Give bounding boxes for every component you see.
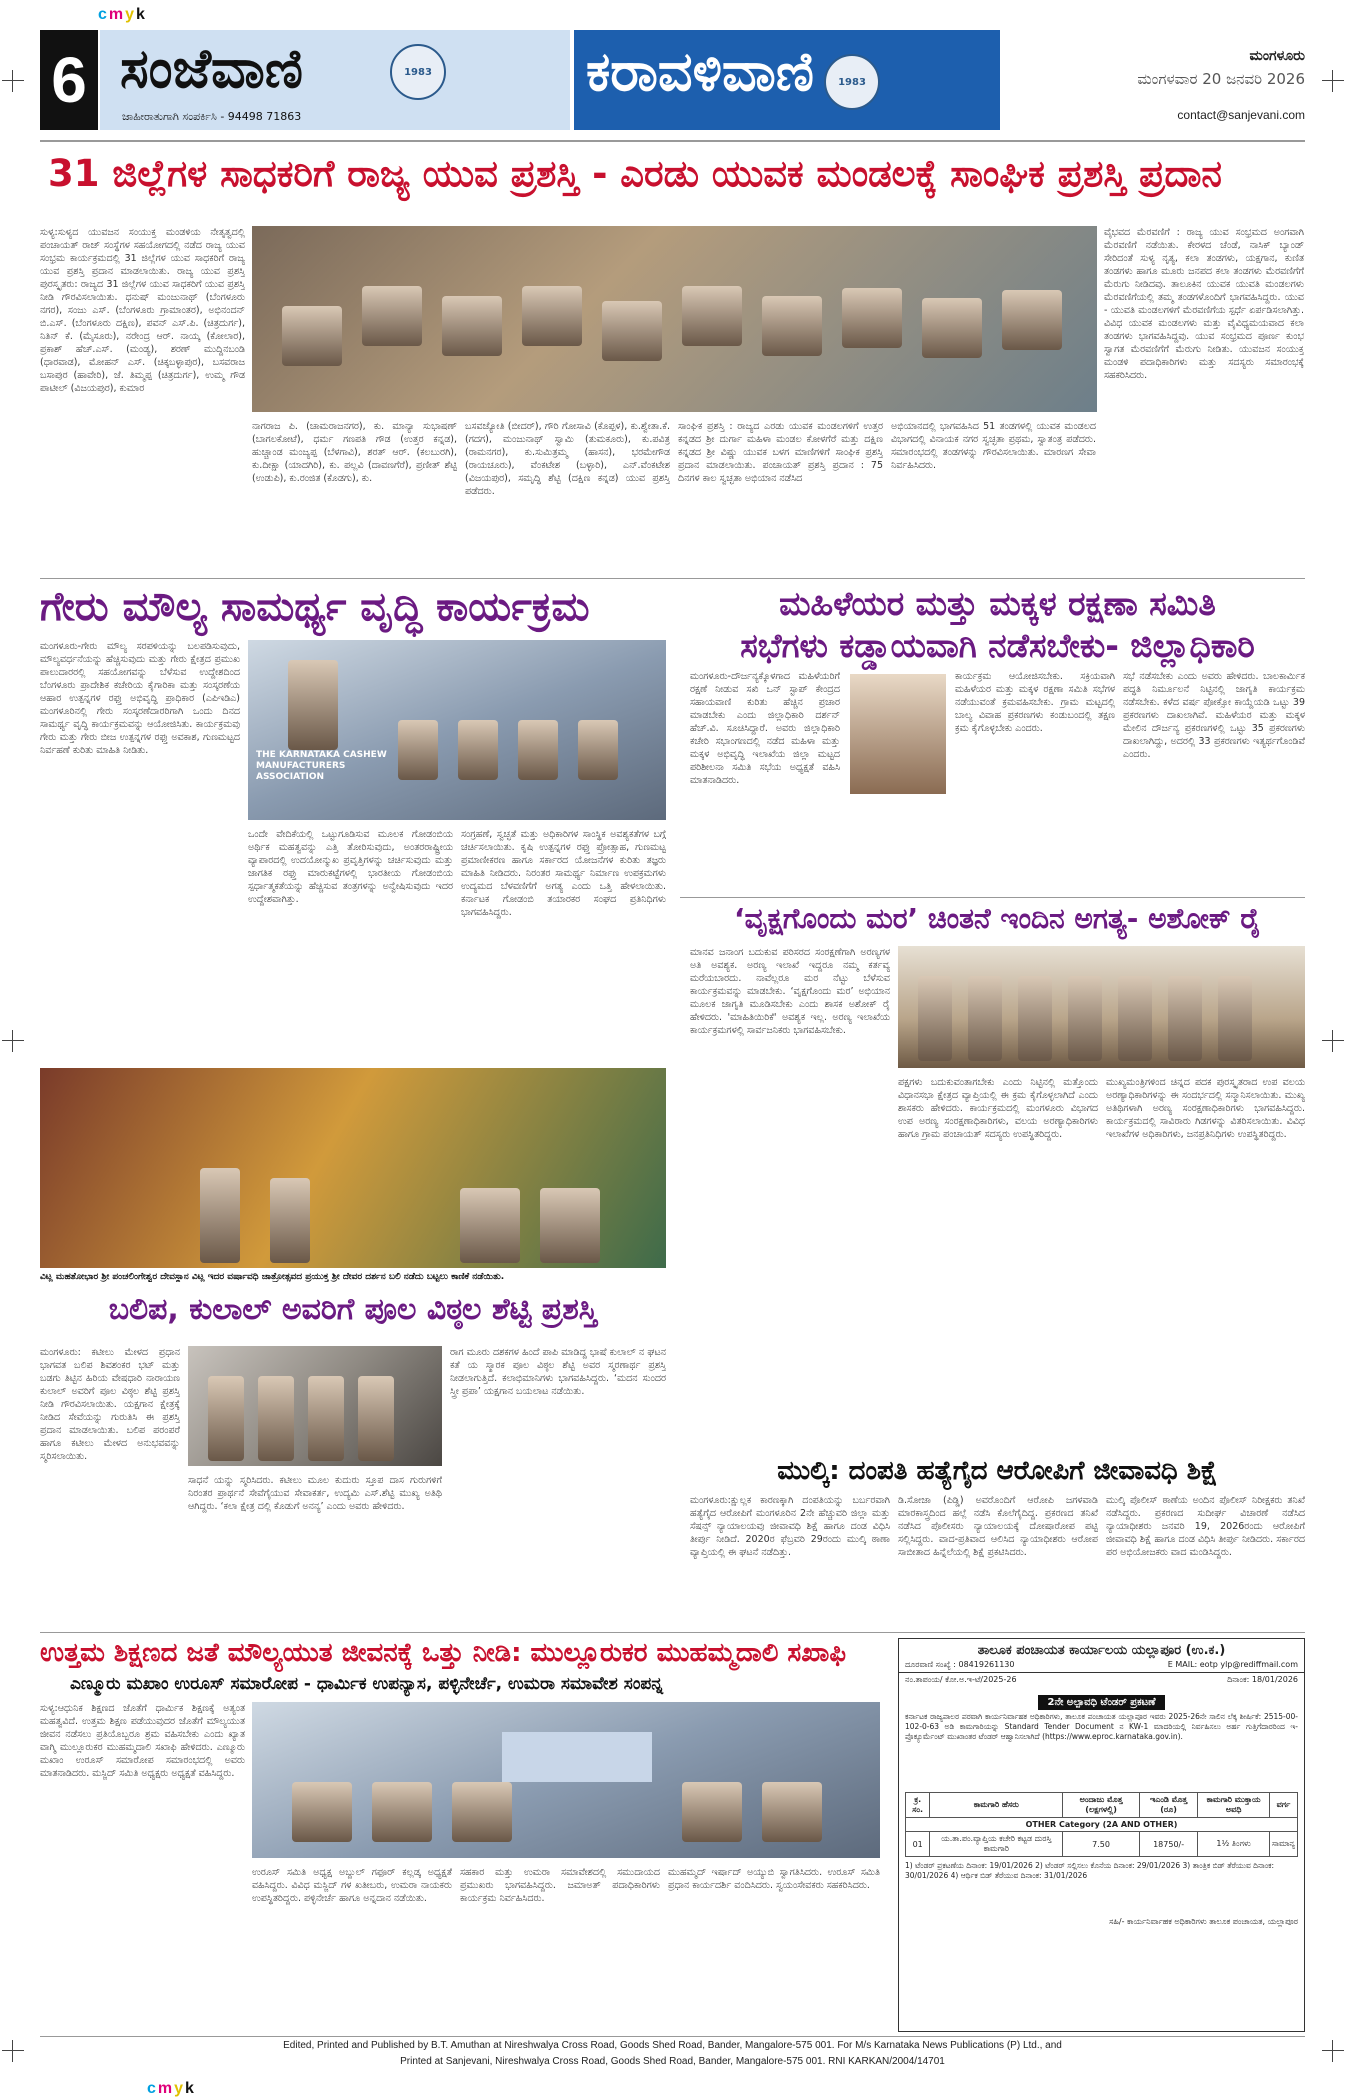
edition-city: ಮಂಗಳೂರು (1249, 48, 1305, 64)
masthead-divider (40, 140, 1305, 142)
story2-body-b: ಒಂದೇ ವೇದಿಕೆಯಲ್ಲಿ ಒಟ್ಟುಗೂಡಿಸುವ ಮೂಲಕ ಗೋಡಂಬಿಯ ಅರ್ಥಿಕ ಮಹತ್ವವನ್ನು ಎತ್ತಿ ತೋರಿಸುವುದು, ಅಂತರರಾಷ್ಟ್ರೀಯ ವ್ಯಾಪಾರದಲ್ಲಿ ಉದಯೋನ್ಮುಖ ಪ್ರವೃತ್ತಿಗಳನ್ನು ಚರ್ಚಿಸುವುದು ಮತ್ತು ಜಾಗತಿಕ ರಫ್ತು ಮಾರುಕಟ್ಟೆಗಳಲ್ಲಿ ಭಾರತೀಯ ಗೋಡಂಬಿಯ ಸ್ಪರ್ಧಾತ್ಮಕತೆಯನ್ನು ಹೆಚ್ಚಿಸುವ ತಂತ್ರಗಳನ್ನು ಅನ್ವೇಷಿಸುವುದು ಇದರ ಉದ್ದೇಶವಾಗಿತ್ತು. (248, 829, 453, 905)
tender-table (905, 1792, 1298, 1857)
story1-headline: 31 ಜಿಲ್ಲೆಗಳ ಸಾಧಕರಿಗೆ ರಾಜ್ಯ ಯುವ ಪ್ರಶಸ್ತಿ - ಎರಡು ಯುವಕ ಮಂಡಲಕ್ಕೆ ಸಾಂಘಿಕ ಪ್ರಶಸ್ತಿ ಪ್ರದಾನ (48, 152, 1222, 195)
tender-header: ಕ್ರ. ಸಂ. (906, 1793, 930, 1818)
district-commissioner-portrait (850, 674, 946, 794)
section-divider (680, 897, 1305, 898)
registration-mark-icon (1322, 1030, 1344, 1052)
story3-headline-line1: ಮಹಿಳೆಯರ ಮತ್ತು ಮಕ್ಕಳ ರಕ್ಷಣಾ ಸಮಿತಿ (779, 584, 1216, 623)
tender-date: ದಿನಾಂಕ: 18/01/2026 (1227, 1675, 1298, 1684)
masthead-info (1005, 30, 1305, 130)
story3-body-c: ಸಭೆ ನಡೆಸಬೇಕು ಎಂದು ಅವರು ಹೇಳಿದರು. ಬಾಲಕಾರ್ಮಿಕ ಪದ್ಧತಿ ನಿರ್ಮೂಲನೆ ನಿಟ್ಟಿನಲ್ಲಿ ಜಾಗೃತಿ ಕಾರ್ಯಕ್ರಮ ನಡೆಸಬೇಕು. ಕಳೆದ ವರ್ಷ ಪೋಕ್ಸೋ ಕಾಯ್ದೆಯಡಿ ಒಟ್ಟು 39 ಪ್ರಕರಣಗಳು ದಾಖಲಾಗಿವೆ. ಮಹಿಳೆಯರ ಮತ್ತು ಮಕ್ಕಳ ಮೇಲಿನ ದೌರ್ಜನ್ಯ ಪ್ರಕರಣಗಳಲ್ಲಿ ಒಟ್ಟು 35 ಪ್ರಕರಣಗಳು ದಾಖಲಾಗಿದ್ದು, ಅದರಲ್ಲಿ 33 ಪ್ರಕರಣಗಳು ಇತ್ಯರ್ಥಗೊಂಡಿವೆ ಎಂದರು. (1123, 671, 1305, 760)
story7-headline: ಉತ್ತಮ ಶಿಕ್ಷಣದ ಜತೆ ಮೌಲ್ಯಯುತ ಜೀವನಕ್ಕೆ ಒತ್ತು ನೀಡಿ: ಮುಲ್ಲೂರುಕರ ಮುಹಮ್ಮದಾಲಿ ಸಖಾಫಿ (40, 1638, 847, 1668)
story5-body-a: ಮಂಗಳೂರು: ಕಟೀಲು ಮೇಳದ ಪ್ರಧಾನ ಭಾಗವತ ಬಲಿಪ ಶಿವಶಂಕರ ಭಟ್ ಮತ್ತು ಬಡಗು ತಿಟ್ಟಿನ ಹಿರಿಯ ವೇಷಧಾರಿ ನಾರಾಯಣ ಕುಲಾಲ್ ಅವರಿಗೆ ಪೂಲ ವಿಠ್ಠಲ ಶೆಟ್ಟಿ ಪ್ರಶಸ್ತಿ ನೀಡಿ ಗೌರವಿಸಲಾಯಿತು. ಯಕ್ಷಗಾನ ಕ್ಷೇತ್ರಕ್ಕೆ ನೀಡಿದ ಸೇವೆಯನ್ನು ಗುರುತಿಸಿ ಈ ಪ್ರಶಸ್ತಿ ಪ್ರದಾನ ಮಾಡಲಾಯಿತು. ಬಲಿಪ ಪರಂಪರೆ ಹಾಗೂ ಕಟೀಲು ಮೇಳದ ಅನುಭವವನ್ನು ಸ್ಮರಿಸಲಾಯಿತು. (40, 1347, 180, 1462)
story6-body-c: ಮುಲ್ಕಿ ಪೊಲೀಸ್ ಠಾಣೆಯ ಅಂದಿನ ಪೊಲೀಸ್ ನಿರೀಕ್ಷಕರು ತನಿಖೆ ನಡೆಸಿದ್ದರು. ಪ್ರಕರಣದ ಸುದೀರ್ಘ ವಿಚಾರಣೆ ನಡೆಸಿದ ನ್ಯಾಯಾಧೀಶರು ಜನವರಿ 19, 2026ರಂದು ಆರೋಪಿಗೆ ಜೀವಾವಧಿ ಶಿಕ್ಷೆ ಹಾಗೂ ದಂಡ ವಿಧಿಸಿ ತೀರ್ಪು ನೀಡಿದರು. ಸರ್ಕಾರದ ಪರ ಅಭಿಯೋಜಕರು ವಾದ ಮಂಡಿಸಿದ್ದರು. (1106, 1495, 1305, 1558)
story7-subhead: ಎಣ್ಮೂರು ಮಖಾಂ ಉರೂಸ್ ಸಮಾರೋಪ - ಧಾರ್ಮಿಕ ಉಪನ್ಯಾಸ, ಪಳ್ಳಿನೇರ್ಚೆ, ಉಮರಾ ಸಮಾವೇಶ ಸಂಪನ್ನ (70, 1674, 663, 1694)
story4-headline: ‘ವೃಕ್ಷಗೊಂದು ಮರ’ ಚಿಂತನೆ ಇಂದಿನ ಅಗತ್ಯ- ಅಶೋಕ್ ರೈ (733, 902, 1262, 935)
temple-photo-caption: ವಿಟ್ಲ ಮಹತೋಭಾರ ಶ್ರೀ ಪಂಚಲಿಂಗೇಶ್ವರ ದೇವಸ್ಥಾನ ವಿಟ್ಲ ಇದರ ವರ್ಷಾವಧಿ ಜಾತ್ರೋತ್ಸವದ ಪ್ರಯುಕ್ತ ಶ್ರೀ ದೇವರ ದರ್ಶನ ಬಲಿ ನಡೆದು ಬಟ್ಟಲು ಕಾಣಿಕೆ ನಡೆಯಿತು. (40, 1272, 505, 1282)
story5-photo-award (188, 1346, 442, 1466)
story7-body-d: ಮುಹಮ್ಮದ್ ಇರ್ಷಾದ್ ಅಯ್ಯುಬಿ ಸ್ವಾಗತಿಸಿದರು. ಉರೂಸ್ ಸಮಿತಿ ಪ್ರಧಾನ ಕಾರ್ಯದರ್ಶಿ ವಂದಿಸಿದರು. ಸ್ವಯಂಸೇವಕರು ಸಹಕರಿಸಿದರು. (668, 1867, 880, 1891)
stage-banner (502, 1732, 652, 1782)
story4-body-a: ಮಾನವ ಜನಾಂಗ ಬದುಕುವ ಪರಿಸರದ ಸಂರಕ್ಷಣೆಗಾಗಿ ಅರಣ್ಯಗಳ ಅತಿ ಅವಶ್ಯಕ. ಅರಣ್ಯ ಇಲಾಖೆ ಇದ್ದರೂ ನಮ್ಮ ಕರ್ತವ್ಯ ಮರೆಯಬಾರದು. ನಾವೆಲ್ಲರೂ ಮರ ನೆಟ್ಟು ಬೆಳೆಸುವ ಕಾರ್ಯಕ್ರಮವನ್ನು ಮಾಡಬೇಕು. ‘ವೃಕ್ಷಗೊಂದು ಮರ’ ಅಭಿಯಾನ ಮೂಲಕ ಜಾಗೃತಿ ಮೂಡಿಸಬೇಕು ಎಂದು ಶಾಸಕ ಅಶೋಕ್ ರೈ ಹೇಳಿದರು. 'ಮಾಹಿತಿಯಿರಿಕೆ' ಅವಶ್ಯಕ ಇಲ್ಲ. ಅರಣ್ಯ ಇಲಾಖೆಯ ಕಾರ್ಯಕ್ರಮಗಳಲ್ಲಿ ಸಾರ್ವಜನಿಕರು ಭಾಗವಹಿಸಬೇಕು. (690, 947, 890, 1036)
tender-notice (898, 1638, 1305, 2032)
tender-category: OTHER Category (2A AND OTHER) (906, 1818, 1298, 1832)
imprint-line-2: Printed at Sanjevani, Nireshwalya Cross Road, Goods Shed Road, Bander, Mangalore-575 001. RNI KARKAN/2004/14701 (400, 2056, 945, 2067)
story1-body-right: ವೈಭವದ ಮೆರವಣಿಗೆ : ರಾಜ್ಯ ಯುವ ಸಂಭ್ರಮದ ಅಂಗವಾಗಿ ಮೆರವಣಿಗೆ ನಡೆಯಿತು. ಕೇರಳದ ಚೆಂಡೆ, ನಾಸಿಕ್ ಬ್ಯಾಂಡ್ ಸೇರಿದಂತೆ ಸುಳ್ಯ ನೃತ್ಯ, ಕಲಾ ತಂಡಗಳು, ಯಕ್ಷಗಾನ, ಕುಣಿತ ತಂಡಗಳು ಹಾಗೂ ಮೂರು ಜನಪದ ಕಲಾ ತಂಡಗಳು ಮೆರವಣಿಗೆಗೆ ಮೆರುಗು ನೀಡಿದವು. ತಾಲೂಕಿನ ಯುವಕ ಯುವತಿ ಮಂಡಲಗಳು ಮೆರವಣಿಗೆಯಲ್ಲಿ ತಮ್ಮ ತಂಡಗಳೊಂದಿಗೆ ಭಾಗವಹಿಸಿದ್ದರು. ಯುವ - ಯುವತಿ ಮಂಡಲಗಳಿಗೆ ಮೆರವಣಿಗೆಯ ಸ್ಪರ್ಧೆ ಏರ್ಪಡಿಸಲಾಗಿತ್ತು. ವಿವಿಧ ಯುವಕ ಮಂಡಲಗಳು ಮತ್ತು ವೈವಿಧ್ಯಮಯವಾದ ಕಲಾ ತಂಡಗಳು ಭಾಗವಹಿಸಿದ್ದವು. ಯುವ ಸಂಭ್ರಮದ ಪೂರ್ಣ ಕುಂಭ ಸ್ವಾಗತ ಮೆರವಣಿಗೆಗೆ ಮೆರುಗು ನೀಡಿತು. ಯುವಜನ ಸಂಯುಕ್ತ ಮಂಡಳಿ ಪದಾಧಿಕಾರಿಗಳು ಮತ್ತು ಸದಸ್ಯರು ಸಮಾರಂಭಕ್ಕೆ ಸಹಕರಿಸಿದರು. (1104, 227, 1304, 381)
registration-mark-icon (1322, 2040, 1344, 2062)
tender-body: ಕರ್ನಾಟಕ ರಾಜ್ಯಪಾಲರ ಪರವಾಗಿ ಕಾರ್ಯನಿರ್ವಾಹಕ ಅಧಿಕಾರಿಗಳು, ತಾಲೂಕ ಪಂಚಾಯತ ಯಲ್ಲಾಪೂರ ಇವರು 2025-26ನೇ ಸಾಲಿನ ಲೆಕ್ಕ ಶೀರ್ಷಿಕೆ: 2515-00-102-0-63 ಅಡಿ ಕಾಮಗಾರಿಯನ್ನು Standard Tender Document ನ KW-1 ಮಾದರಿಯಲ್ಲಿ ನಿರ್ವಹಿಸಲು ಅರ್ಹ ಗುತ್ತಿಗೆದಾರರಿಂದ ಇ-ಪ್ರೊಕ್ಯೂರ್ಮೆಂಟ್ ಮುಖಾಂತರ ಟೆಂಡರ್ ಆಹ್ವಾನಿಸಲಾಗಿದೆ (https://www.eproc.karnataka.gov.in). (905, 1712, 1298, 1741)
section-divider (40, 578, 1305, 579)
masthead-sanjevani (100, 30, 570, 130)
story5-body-c: ರಾಗ ಮೂರು ದಶಕಗಳ ಹಿಂದೆ ಪಾಪಿ ಮಾಡಿದ್ದ ಭಾಷೆ ಕುಲಾಲ್ ನ ಘಟನ ಕತೆ ಯ ಸ್ಮಾರಕ ಪೂಲ ವಿಠ್ಠಲ ಶೆಟ್ಟಿ ಅವರ ಸ್ಮರಣಾರ್ಥ ಪ್ರಶಸ್ತಿ ನೀಡಲಾಗುತ್ತಿದೆ. ಕಲಾಭಿಮಾನಿಗಳು ಭಾಗವಹಿಸಿದ್ದರು. ‘ಮದನ ಸುಂದರ ಸ್ತ್ರೀ ಪ್ರಪಾ’ ಯಕ್ಷಗಾನ ಬಯಲಾಟ ನಡೆಯಿತು. (450, 1347, 666, 1397)
registration-mark-icon (2, 1030, 24, 1052)
story2-photo-cashew-program (248, 640, 666, 820)
story3-body-a: ಮಂಗಳೂರು-ದೌರ್ಜನ್ಯಕ್ಕೊಳಗಾದ ಮಹಿಳೆಯರಿಗೆ ರಕ್ಷಣೆ ನೀಡುವ ಸಖಿ ಒನ್ ಸ್ಟಾಪ್ ಕೇಂದ್ರದ ಸಹಾಯವಾಣಿ ಕುರಿತು ಹೆಚ್ಚಿನ ಪ್ರಚಾರ ಮಾಡಬೇಕು ಎಂದು ಜಿಲ್ಲಾಧಿಕಾರಿ ದರ್ಶನ್ ಹೆಚ್.ವಿ. ಸೂಚಿಸಿದ್ದಾರೆ. ಅವರು ಜಿಲ್ಲಾಧಿಕಾರಿ ಕಚೇರಿ ಸಭಾಂಗಣದಲ್ಲಿ ನಡೆದ ಮಹಿಳಾ ಮತ್ತು ಮಕ್ಕಳ ಅಭಿವೃದ್ಧಿ ಇಲಾಖೆಯ ಜಿಲ್ಲಾ ಮಟ್ಟದ ಪರಿಶೀಲನಾ ಸಮಿತಿ ಸಭೆಯ ಅಧ್ಯಕ್ಷತೆ ವಹಿಸಿ ಮಾತನಾಡಿದರು. (690, 671, 840, 786)
tender-title: 2ನೇ ಅಲ್ಪಾವಧಿ ಟೆಂಡರ್ ಪ್ರಕಟಣೆ (1038, 1695, 1166, 1710)
story2-headline: ಗೇರು ಮೌಲ್ಯ ಸಾಮರ್ಥ್ಯ ವೃದ್ಧಿ ಕಾರ್ಯಕ್ರಮ (40, 584, 590, 630)
tender-header: ಕಾಮಗಾರಿ ಹೆಸರು (930, 1793, 1063, 1818)
tender-header: ವರ್ಗ (1269, 1793, 1297, 1818)
tender-header: ಅಂದಾಜು ಮೊತ್ತ (ಲಕ್ಷಗಳಲ್ಲಿ) (1063, 1793, 1140, 1818)
tender-ref: ನಂ.ತಾಪಂಯ/ ಕೋ.ಅ.ಇ-ಟೆ/2025-26 (905, 1675, 1017, 1684)
masthead-karavalivani (574, 30, 1000, 130)
story3-body-b: ಕಾರ್ಯಕ್ರಮ ಆಯೋಜಿಸಬೇಕು. ಸಕ್ರಿಯವಾಗಿ ಮಹಿಳೆಯರ ಮತ್ತು ಮಕ್ಕಳ ರಕ್ಷಣಾ ಸಮಿತಿ ಸಭೆಗಳ ನಡೆಯುವಂತೆ ಕ್ರಮವಹಿಸಬೇಕು. ಗ್ರಾಮ ಮಟ್ಟದಲ್ಲಿ ಬಾಲ್ಯ ವಿವಾಹ ಪ್ರಕರಣಗಳು ಕಂಡುಬಂದಲ್ಲಿ ತಕ್ಷಣ ಕ್ರಮ ಕೈಗೊಳ್ಳಬೇಕು ಎಂದರು. (955, 671, 1115, 734)
edition-date: ಮಂಗಳವಾರ 20 ಜನವರಿ 2026 (1137, 70, 1305, 88)
print-color-marks-bottom: cmyk (147, 2080, 196, 2097)
masthead-title-left: ಸಂಜೆವಾಣಿ (120, 36, 304, 100)
footer-divider (40, 2036, 1305, 2037)
story1-body-left: ಸುಳ್ಯ:ಸುಳ್ಯದ ಯುವಜನ ಸಂಯುಕ್ತ ಮಂಡಳಿಯ ನೇತೃತ್ವದಲ್ಲಿ ಪಂಚಾಯತ್ ರಾಜ್ ಸಂಸ್ಥೆಗಳ ಸಹಯೋಗದಲ್ಲಿ ನಡೆದ ರಾಜ್ಯ ಯುವ ಸಂಭ್ರಮ ಕಾರ್ಯಕ್ರಮದಲ್ಲಿ 31 ಜಿಲ್ಲೆಗಳ ಯುವ ಸಾಧಕರಿಗೆ ರಾಜ್ಯ ಯುವ ಪ್ರಶಸ್ತಿ ಪ್ರದಾನ ಮಾಡಲಾಯಿತು. ರಾಜ್ಯ ಯುವ ಪ್ರಶಸ್ತಿ ಪುರಸ್ಕೃತರು: ರಾಜ್ಯದ 31 ಜಿಲ್ಲೆಗಳ ಯುವ ಸಾಧಕರಿಗೆ ಯುವ ಪ್ರಶಸ್ತಿ ನೀಡಿ ಗೌರವಿಸಲಾಯಿತು. ಧನುಷ್ ಮಂಜುನಾಥ್ (ಬೆಂಗಳೂರು ನಗರ), ಸಂಜು ಎಸ್. (ಬೆಂಗಳೂರು ಗ್ರಾಮಾಂತರ), ಅಭಿನಂದನ್ ಬಿ.ಎಸ್. (ಬೆಂಗಳೂರು ದಕ್ಷಿಣ), ಪವನ್ ಎಸ್.ಪಿ. (ಚಿತ್ರದುರ್ಗ), ನಿತಿನ್ ಕೆ. (ಮೈಸೂರು), ನರೇಂದ್ರ ಆರ್. ನಾಯ್ಕ (ಕೋಲಾರ), ಪ್ರಕಾಶ್ ಹೆಚ್.ಎಸ್. (ಮಂಡ್ಯ), ಶರಣ್ ಮುದ್ದಿನಬಂಡಿ (ಧಾರವಾಡ), ಮೋಹನ್ ಎಸ್. (ಚಿಕ್ಕಬಳ್ಳಾಪುರ), ಬಸವರಾಜ ಬಸಾಪುರ (ಹಾವೇರಿ), ಜೆ. ತಿಮ್ಮಪ್ಪ (ಚಿತ್ರದುರ್ಗ), ಉಮ್ಮ ಗೌಡ ಪಾಟೀಲ್ (ವಿಜಯಪುರ), ಕುಮಾರ (40, 227, 245, 394)
tender-header: ಇಎಂಡಿ ಮೊತ್ತ (ರೂ) (1139, 1793, 1197, 1818)
tender-email: E MAIL: eotp ylp@rediffmail.com (1167, 1660, 1298, 1669)
story6-body-b: ಡಿ.ಸೋಜಾ (ಪಿಡ್ಡಿ) ಅವರೊಂದಿಗೆ ಆರೋಪಿ ಜಗಳವಾಡಿ ಮಾರಕಾಸ್ತ್ರದಿಂದ ಹಲ್ಲೆ ನಡೆಸಿ ಕೊಲೆಗೈದಿದ್ದ. ಪ್ರಕರಣದ ತನಿಖೆ ನಡೆಸಿದ ಪೊಲೀಸರು ನ್ಯಾಯಾಲಯಕ್ಕೆ ದೋಷಾರೋಪ ಪಟ್ಟಿ ಸಲ್ಲಿಸಿದ್ದರು. ವಾದ-ಪ್ರತಿವಾದ ಆಲಿಸಿದ ನ್ಯಾಯಾಧೀಶರು ಆರೋಪ ಸಾಬೀತಾದ ಹಿನ್ನೆಲೆಯಲ್ಲಿ ಶಿಕ್ಷೆ ಪ್ರಕಟಿಸಿದರು. (898, 1495, 1098, 1558)
story7-body-c: ಸಹಕಾರ ಮತ್ತು ಉಮರಾ ಸಮಾವೇಶದಲ್ಲಿ ಸಮುದಾಯದ ಪ್ರಮುಖರು ಭಾಗವಹಿಸಿದ್ದರು. ಜಮಾಅತ್ ಪದಾಧಿಕಾರಿಗಳು ಕಾರ್ಯಕ್ರಮ ನಿರ್ವಹಿಸಿದರು. (460, 1867, 660, 1904)
story4-body-c: ಮುಖ್ಯಮಂತ್ರಿಗಳಿಂದ ಚಿನ್ನದ ಪದಕ ಪುರಸ್ಕೃತರಾದ ಉಪ ವಲಯ ಅರಣ್ಯಾಧಿಕಾರಿಗಳನ್ನು ಈ ಸಂದರ್ಭದಲ್ಲಿ ಸನ್ಮಾನಿಸಲಾಯಿತು. ಮುಖ್ಯ ಅತಿಥಿಗಳಾಗಿ ಅರಣ್ಯ ಸಂರಕ್ಷಣಾಧಿಕಾರಿಗಳು ಭಾಗವಹಿಸಿದ್ದರು. ಕಾರ್ಯಕ್ರಮದಲ್ಲಿ ಸಾವಿರಾರು ಗಿಡಗಳನ್ನು ವಿತರಿಸಲಾಯಿತು. ವಿವಿಧ ಇಲಾಖೆಗಳ ಅಧಿಕಾರಿಗಳು, ಜನಪ್ರತಿನಿಧಿಗಳು ಉಪಸ್ಥಿತರಿದ್ದರು. (1106, 1077, 1305, 1140)
story4-body-b: ಪಕ್ಷಗಳು ಬದುಕುವಂತಾಗಬೇಕು ಎಂದು ನಿಟ್ಟಿನಲ್ಲಿ ಮತ್ತೊಂದು ವಿಧಾನಸಭಾ ಕ್ಷೇತ್ರದ ವ್ಯಾಪ್ತಿಯಲ್ಲಿ ಈ ಕ್ರಮ ಕೈಗೊಳ್ಳಲಾಗಿದೆ ಎಂದು ಶಾಸಕರು ಹೇಳಿದರು. ಕಾರ್ಯಕ್ರಮದಲ್ಲಿ ಮಂಗಳೂರು ವಿಭಾಗದ ಉಪ ಅರಣ್ಯ ಸಂರಕ್ಷಣಾಧಿಕಾರಿಗಳು, ವಲಯ ಅರಣ್ಯಾಧಿಕಾರಿಗಳು ಹಾಗೂ ಗ್ರಾಮ ಪಂಚಾಯತ್ ಸದಸ್ಯರು ಉಪಸ್ಥಿತರಿದ್ದರು. (898, 1077, 1098, 1140)
temple-festival-photo (40, 1068, 666, 1268)
story2-body-c: ಸಂಗ್ರಹಣೆ, ಸ್ವಚ್ಛತೆ ಮತ್ತು ಅಧಿಕಾರಿಗಳ ಸಾಂಸ್ಥಿಕ ಅವಶ್ಯಕತೆಗಳ ಬಗ್ಗೆ ಚರ್ಚಿಸಲಾಯಿತು. ಕೃಷಿ ಉತ್ಪನ್ನಗಳ ರಫ್ತು ಪ್ರೋತ್ಸಾಹ, ಗುಣಮಟ್ಟ ಪ್ರಮಾಣೀಕರಣ ಹಾಗೂ ಸರ್ಕಾರದ ಯೋಜನೆಗಳ ಕುರಿತು ತಜ್ಞರು ಮಾಹಿತಿ ನೀಡಿದರು. ನಿರಂತರ ಸಾಮರ್ಥ್ಯ ನಿರ್ಮಾಣ ಉಪಕ್ರಮಗಳು ಉದ್ಯಮದ ಬೆಳವಣಿಗೆಗೆ ಅಗತ್ಯ ಎಂದು ಒತ್ತಿ ಹೇಳಲಾಯಿತು. ಕರ್ನಾಟಕ ಗೋಡಂಬಿ ತಯಾರಕರ ಸಂಘದ ಪ್ರತಿನಿಧಿಗಳು ಭಾಗವಹಿಸಿದ್ದರು. (461, 829, 666, 918)
story1-photo-award-winners (252, 226, 1097, 412)
registration-mark-icon (2, 70, 24, 92)
section-divider (40, 1632, 1305, 1633)
tender-header: ಕಾಮಗಾರಿ ಮುಕ್ತಾಯ ಅವಧಿ (1198, 1793, 1270, 1818)
story7-body-b: ಉರೂಸ್ ಸಮಿತಿ ಅಧ್ಯಕ್ಷ ಅಬ್ದುಲ್ ಗಫೂರ್ ಕಲ್ಲಡ್ಕ ಅಧ್ಯಕ್ಷತೆ ವಹಿಸಿದ್ದರು. ವಿವಿಧ ಮಸ್ಜಿದ್ ಗಳ ಖತೀಬರು, ಉಮರಾ ನಾಯಕರು ಉಪಸ್ಥಿತರಿದ್ದರು. ಪಳ್ಳಿನೇರ್ಚೆ ಹಾಗೂ ಅನ್ನದಾನ ನಡೆಯಿತು. (252, 1867, 452, 1904)
story6-body-a: ಮಂಗಳೂರು:ಕ್ಷುಲ್ಲಕ ಕಾರಣಕ್ಕಾಗಿ ದಂಪತಿಯನ್ನು ಬರ್ಬರವಾಗಿ ಹತ್ಯೆಗೈದ ಆರೋಪಿಗೆ ಮಂಗಳೂರಿನ 2ನೇ ಹೆಚ್ಚುವರಿ ಜಿಲ್ಲಾ ಮತ್ತು ಸೆಷನ್ಸ್ ನ್ಯಾಯಾಲಯವು ಜೀವಾವಧಿ ಶಿಕ್ಷೆ ಹಾಗೂ ದಂಡ ವಿಧಿಸಿ ತೀರ್ಪು ನೀಡಿದೆ. 2020ರ ಫೆಬ್ರವರಿ 29ರಂದು ಮುಲ್ಕಿ ಠಾಣಾ ವ್ಯಾಪ್ತಿಯಲ್ಲಿ ಈ ಘಟನೆ ನಡೆದಿತ್ತು. (690, 1495, 890, 1558)
story7-body-a: ಸುಳ್ಯ:ಆಧುನಿಕ ಶಿಕ್ಷಣದ ಜೊತೆಗೆ ಧಾರ್ಮಿಕ ಶಿಕ್ಷಣಕ್ಕೆ ಅತ್ಯಂತ ಮಹತ್ವವಿದೆ. ಉತ್ತಮ ಶಿಕ್ಷಣ ಪಡೆಯುವುದರ ಜೊತೆಗೆ ಮೌಲ್ಯಯುತ ಜೀವನ ನಡೆಸಲು ಪ್ರತಿಯೊಬ್ಬರೂ ಶ್ರಮ ವಹಿಸಬೇಕು ಎಂದು ಖ್ಯಾತ ವಾಗ್ಮಿ ಮುಲ್ಲೂರುಕರ ಮುಹಮ್ಮದಾಲಿ ಸಖಾಫಿ ಹೇಳಿದರು. ಎಣ್ಮೂರು ಮಖಾಂ ಉರೂಸ್ ಸಮಾರೋಪ ಸಮಾರಂಭದಲ್ಲಿ ಅವರು ಮಾತನಾಡಿದರು. ಮಸ್ಜಿದ್ ಸಮಿತಿ ಅಧ್ಯಕ್ಷರು ಅಧ್ಯಕ್ಷತೆ ವಹಿಸಿದ್ದರು. (40, 1703, 245, 1779)
story6-headline: ಮುಲ್ಕಿ: ದಂಪತಿ ಹತ್ಯೆಗೈದ ಆರೋಪಿಗೆ ಜೀವಾವಧಿ ಶಿಕ್ಷೆ (777, 1456, 1218, 1486)
masthead-title-right: ಕರಾವಳಿವಾಣಿ (586, 40, 814, 103)
photo-banner-text: THE KARNATAKA CASHEW MANUFACTURERS ASSOCIATION (256, 750, 387, 782)
story2-body-a: ಮಂಗಳೂರು-ಗೇರು ಮೌಲ್ಯ ಸರಪಳಿಯನ್ನು ಬಲಪಡಿಸುವುದು, ಮೌಲ್ಯವರ್ಧನೆಯನ್ನು ಹೆಚ್ಚಿಸುವುದು ಮತ್ತು ಗೇರು ಕ್ಷೇತ್ರದ ಪ್ರಮುಖ ಪಾಲುದಾರರಲ್ಲಿ ಸಹಯೋಗವನ್ನು ಬೆಳೆಸುವ ಉದ್ದೇಶದಿಂದ ಬೆಂಗಳೂರು ಪ್ರಾದೇಶಿಕ ಕಚೇರಿಯ ಕೈಗಾರಿಕಾ ಮತ್ತು ಸಂಸ್ಕರಣೆಯ ಆಹಾರ ಉತ್ಪನ್ನಗಳ ರಫ್ತು ಅಭಿವೃದ್ಧಿ ಪ್ರಾಧಿಕಾರ (ಎಪಿಇಡಿಎ) ಮಂಗಳೂರಿನಲ್ಲಿ ಗೇರು ಸಂಸ್ಕರಣೆದಾರರಿಗಾಗಿ ಒಂದು ದಿನದ ಸಾಮರ್ಥ್ಯ ವೃದ್ಧಿ ಕಾರ್ಯಕ್ರಮವನ್ನು ಆಯೋಜಿಸಿತು. ಕಾರ್ಯಕ್ರಮವು ಗೇರು ಮತ್ತು ಗೇರು ಬೀಜ ಉತ್ಪನ್ನಗಳ ರಫ್ತು ಅವಕಾಶ, ಗುಣಮಟ್ಟದ ನಿರ್ವಹಣೆ ಕುರಿತು ಮಾಹಿತಿ ನೀಡಿತು. (40, 641, 240, 756)
story5-headline: ಬಲಿಪ, ಕುಲಾಲ್ ಅವರಿಗೆ ಪೂಲ ವಿಠ್ಠಲ ಶೆಟ್ಟಿ ಪ್ರಶಸ್ತಿ (108, 1292, 598, 1327)
ad-contact-tag: ಜಾಹೀರಾತುಗಾಗಿ ಸಂಪರ್ಕಿಸಿ - 94498 71863 (122, 110, 302, 123)
print-color-marks-top: cmyk (98, 6, 147, 23)
dove-logo-icon: 1983 (390, 44, 446, 100)
story7-photo-urus-stage (252, 1702, 880, 1858)
story3-headline-line2: ಸಭೆಗಳು ಕಡ್ಡಾಯವಾಗಿ ನಡೆಸಬೇಕು- ಜಿಲ್ಲಾಧಿಕಾರಿ (740, 626, 1255, 665)
contact-email: contact@sanjevani.com (1177, 108, 1305, 122)
story1-body-mid1: ನಾಗರಾಜ ಪಿ. (ಚಾಮರಾಜನಗರ), ಕು. ಮಾನ್ಯಾ ಸುಭಾಷಣ್ (ಬಾಗಲಕೋಟೆ), ಧರ್ಮ ಗಣಪತಿ ಗೌಡ (ಉತ್ತರ ಕನ್ನಡ), ಹುಚ್ಚಾಂಡ ಮಂಜ್ಯಪ್ಪ (ಬೆಳಗಾವಿ), ಶರತ್ ಆರ್. (ಕಲಬುರಗಿ), ಕು.ದೀಕ್ಷಾ (ಯಾದಗಿರಿ), ಕು. ಪಲ್ಲವಿ (ದಾವಣಗೆರೆ), ಪ್ರಣೀತ್ ಶೆಟ್ಟಿ (ಉಡುಪಿ), ಕು.ರಂಜಿತ (ಕೊಡಗು), ಕು. (252, 421, 457, 484)
tender-office: ತಾಲೂಕ ಪಂಚಾಯತ ಕಾರ್ಯಾಲಯ ಯಲ್ಲಾಪೂರ (ಉ.ಕ.) (977, 1643, 1226, 1658)
page-number: 6 (40, 30, 98, 130)
tender-notes: 1) ಟೆಂಡರ್ ಪ್ರಕಟಣೆಯ ದಿನಾಂಕ: 19/01/2026 2) ಟೆಂಡರ್ ಸಲ್ಲಿಸಲು ಕೊನೆಯ ದಿನಾಂಕ: 29/01/2026 3) ತಾಂತ್ರಿಕ ಬಿಡ್ ತೆರೆಯುವ ದಿನಾಂಕ: 30/01/2026 4) ಆರ್ಥಿಕ ಬಿಡ್ ತೆರೆಯುವ ದಿನಾಂಕ: 31/01/2026 (905, 1861, 1275, 1880)
tender-phone: ದೂರವಾಣಿ ಸಂಖ್ಯೆ : 08419261130 (905, 1660, 1015, 1669)
tender-signature: ಸಹಿ/- ಕಾರ್ಯನಿರ್ವಾಹಕ ಅಧಿಕಾರಿಗಳು ತಾಲೂಕ ಪಂಚಾಯತ, ಯಲ್ಲಾಪೂರ (1109, 1917, 1298, 1926)
imprint-line-1: Edited, Printed and Published by B.T. Amuthan at Nireshwalya Cross Road, Goods Shed Road, Bander, Mangalore-575 001. For M/s Karnataka News Publications (P) Ltd., and (283, 2040, 1062, 2051)
story5-body-b: ಸಾಧನೆ ಯನ್ನು ಸ್ಮರಿಸಿದರು. ಕಟೀಲು ಮೂಲ ಕುದುರು ಸ್ತೂಪ ದಾಸ ಗುರುಗಳಿಗೆ ನಿರಂತರ ಪ್ರಾರ್ಥನೆ ಸೇವೆಗೈಯುವ ಸೇವಾಕರ್ತ, ಉದ್ಯಮಿ ಎಸ್.ಶೆಟ್ಟಿ ಮುಖ್ಯ ಅತಿಥಿ ಆಗಿದ್ದರು. ‘ಕಲಾ ಕ್ಷೇತ್ರ ದಲ್ಲಿ ಕೊಡುಗೆ ಅನನ್ಯ’ ಎಂದು ಅವರು ಹೇಳಿದರು. (188, 1475, 442, 1512)
dove-logo-icon: 1983 (824, 54, 880, 110)
registration-mark-icon (2, 2040, 24, 2062)
table-row: 01 ಯ.ತಾ.ಪಂ.ವ್ಯಾಪ್ತಿಯ ಕಚೇರಿ ಕಟ್ಟಡ ದುರಸ್ತಿ ಕಾಮಗಾರಿ 7.50 18750/- 1½ ತಿಂಗಳು ಸಾಮಾನ್ಯ (906, 1832, 1298, 1857)
registration-mark-icon (1322, 70, 1344, 92)
story4-photo-tree-planting (898, 946, 1305, 1068)
story1-body-mid3: ಸಾಂಘಿಕ ಪ್ರಶಸ್ತಿ : ರಾಜ್ಯದ ಎರಡು ಯುವಕ ಮಂಡಲಗಳಿಗೆ ಉತ್ತರ ಕನ್ನಡದ ಶ್ರೀ ದುರ್ಗಾ ಮಹಿಳಾ ಮಂಡಲ ಕೋಳಗೆರೆ ಮತ್ತು ದಕ್ಷಿಣ ಕನ್ನಡದ ಶ್ರೀ ವಿಷ್ಣು ಯುವಕ ಬಳಗ ಮಾಣಿಗಳಿಗೆ ಸಾಂಘಿಕ ಪ್ರಶಸ್ತಿ ಪ್ರದಾನ ಮಾಡಲಾಯಿತು. ಪಂಚಾಯತ್ ಪ್ರಶಸ್ತಿ ಪ್ರದಾನ : 75 ದಿನಗಳ ಕಾಲ ಸ್ವಚ್ಛತಾ ಅಭಿಯಾನ ನಡೆಸಿದ (678, 421, 883, 484)
story1-body-mid2: ಬಸವಜ್ಯೋತಿ (ಬೀದರ್), ಗೌರಿ ಗೋಸಾವಿ (ಕೊಪ್ಪಳ), ಕು.ಶ್ವೇತಾ.ಕೆ. (ಗದಗ), ಮಂಜುನಾಥ್ ಸ್ವಾಮಿ (ತುಮಕೂರು), ಕು.ಪವಿತ್ರ (ರಾಮನಗರ), ಕು.ಸುಮಿತ್ರಮ್ಮ (ಹಾಸನ), ಭರಮೇಗೌಡ (ರಾಯಚೂರು), ವೆಂಕಟೇಶ (ಬಳ್ಳಾರಿ), ಎನ್.ವೆಂಕಟೇಶ (ವಿಜಯಪುರ), ಸಮೃದ್ಧಿ ಶೆಟ್ಟಿ (ದಕ್ಷಿಣ ಕನ್ನಡ) ಯುವ ಪ್ರಶಸ್ತಿ ಪಡೆದರು. (465, 421, 670, 497)
story1-body-mid4: ಅಭಿಯಾನದಲ್ಲಿ ಭಾಗವಹಿಸಿದ 51 ತಂಡಗಳಲ್ಲಿ ಯುವಕ ಮಂಡಲದ ವಿಭಾಗದಲ್ಲಿ ವಿನಾಯಕ ನಗರ ಸ್ವಚ್ಛತಾ ಪ್ರಥಮ, ಸ್ವಾತಂತ್ರ ಪಡೆದರು. ಸಮಾರಂಭದಲ್ಲಿ ತಂಡಗಳನ್ನು ಗೌರವಿಸಲಾಯಿತು. ಮಾರಣಗ ಸೇವಾ ನಿರ್ವಹಿಸಿದರು. (891, 421, 1096, 471)
